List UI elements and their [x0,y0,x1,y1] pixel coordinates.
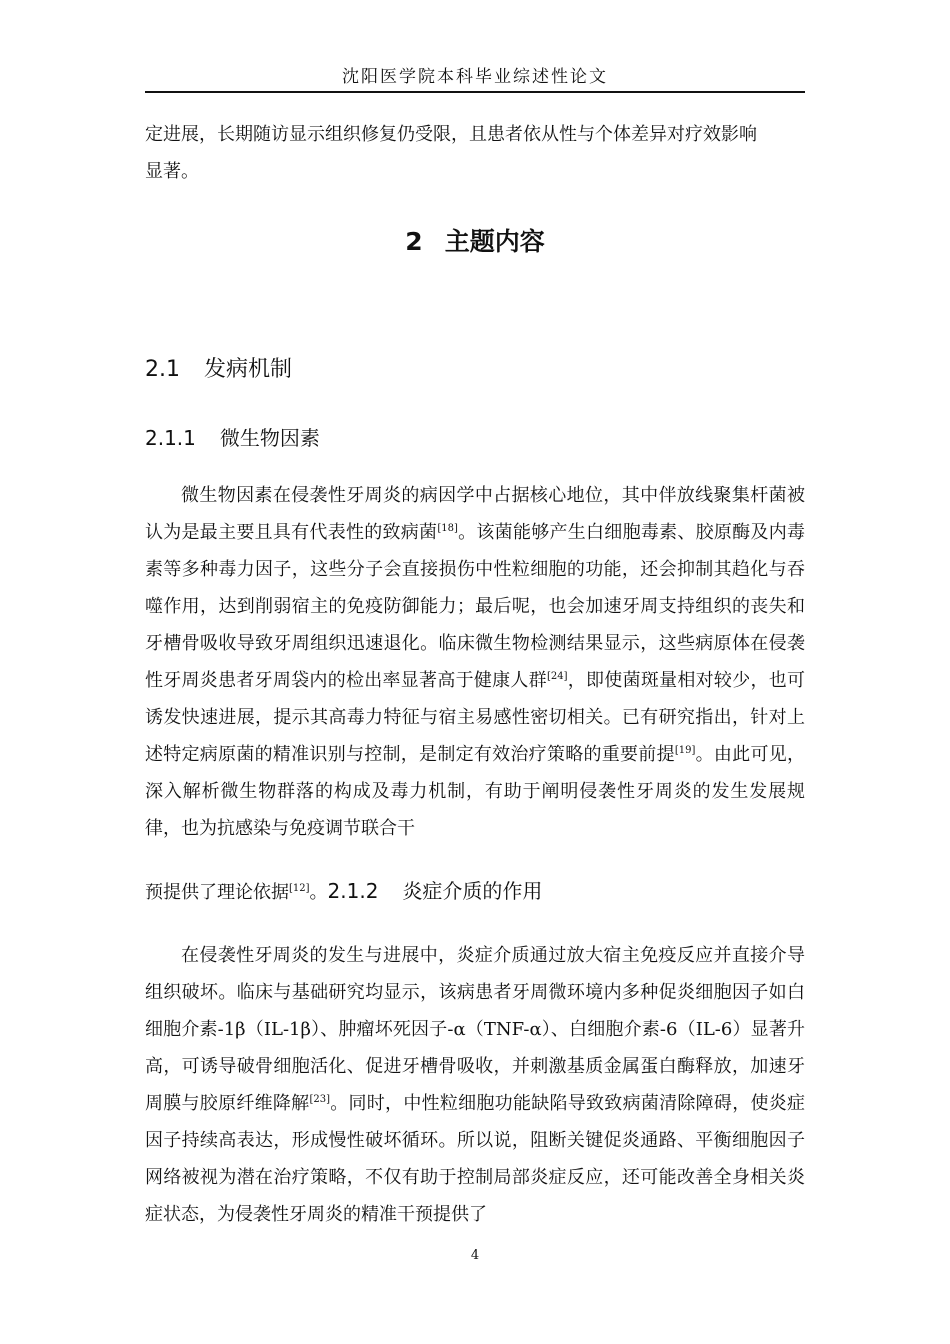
section-heading-2-1 [145,352,292,383]
paragraph-tail-text [145,873,805,911]
text-run: 预提供了理论依据 [145,882,289,903]
section-number: 2.1 [145,357,180,382]
citation: [12] [289,883,310,894]
text-run: 。同时，中性粒细胞功能缺陷导致致病菌清除障碍，使炎症因子持续高表达，形成慢性破坏循环。所以说，阻断关键促炎通路、平衡细胞因子网络被视为潜在治疗策略，不仅有助于控制局部炎症反应，还可能改善全身相关炎症状态，为侵袭性牙周炎的精准干预提供了 [145,1093,805,1225]
paragraph-microbial [145,477,805,847]
text-run: 。 [309,882,328,903]
intro-line-2: 显著。 [145,161,199,182]
text-run: 微生物因素在侵袭性牙周炎的病因学中占据核心地位，其中伴放线聚集杆菌被认为是最主要且具有代表性的致病菌 [145,485,805,543]
header-rule [145,91,805,93]
paragraph-text [145,937,805,1233]
paragraph-text [145,477,805,847]
page-number: 4 [470,1248,480,1263]
text-run: ，即使菌斑量相对较少，也可诱发快速进展，提示其高毒力特征与宿主易感性密切相关。已有研究指出，针对上述特定病原菌的精准识别与控制，是制定有效治疗策略的重要前提 [145,670,806,765]
text-run: 。该菌能够产生白细胞毒素、胶原酶及内毒素等多种毒力因子，这些分子会直接损伤中性粒细胞的功能，还会抑制其趋化与吞噬作用，达到削弱宿主的免疫防御能力；最后呢，也会加速牙周支持组织的丧失和牙槽骨吸收导致牙周组织迅速退化。临床微生物检测结果显示，这些病原体在侵袭性牙周炎患者牙周袋内的检出率显著高于健康人群 [145,522,805,691]
paragraph-inflammation [145,937,805,1233]
running-header: 沈阳医学院本科毕业综述性论文 [342,67,608,87]
chapter-title: 主题内容 [444,227,545,256]
paragraph-microbial-tail [145,873,805,911]
chapter-heading [145,222,805,258]
citation: [24] [546,671,568,682]
subsection-number: 2.1.2 [327,879,379,903]
section-heading-2-1-2 [328,879,543,903]
section-heading-2-1-1 [145,422,320,451]
chapter-number: 2 [405,227,423,256]
subsection-title: 微生物因素 [219,426,320,450]
subsection-number: 2.1.1 [145,426,196,450]
text-run: 在侵袭性牙周炎的发生与进展中，炎症介质通过放大宿主免疫反应并直接介导组织破坏。临床与基础研究均显示，该病患者牙周微环境内多种促炎细胞因子如白细胞介素-1β（IL-1β）、肿瘤坏死因子-α（TNF-α）、白细胞介素-6（IL-6）显著升高，可诱导破骨细胞活化、促进牙槽骨吸收，并刺激基质金属蛋白酶释放，加速牙周膜与胶原纤维降解 [145,945,805,1114]
intro-line-1: 定进展，长期随访显示组织修复仍受限，且患者依从性与个体差异对疗效影响 [145,124,757,145]
intro-continuation [145,116,805,190]
section-title: 发病机制 [204,357,293,382]
subsection-title: 炎症介质的作用 [402,879,543,903]
citation: [19] [674,745,696,756]
text-run: 。由此可见，深入解析微生物群落的构成及毒力机制，有助于阐明侵袭性牙周炎的发生发展规律，也为抗感染与免疫调节联合干 [145,744,805,839]
citation: [23] [309,1094,330,1105]
citation: [18] [437,523,458,534]
